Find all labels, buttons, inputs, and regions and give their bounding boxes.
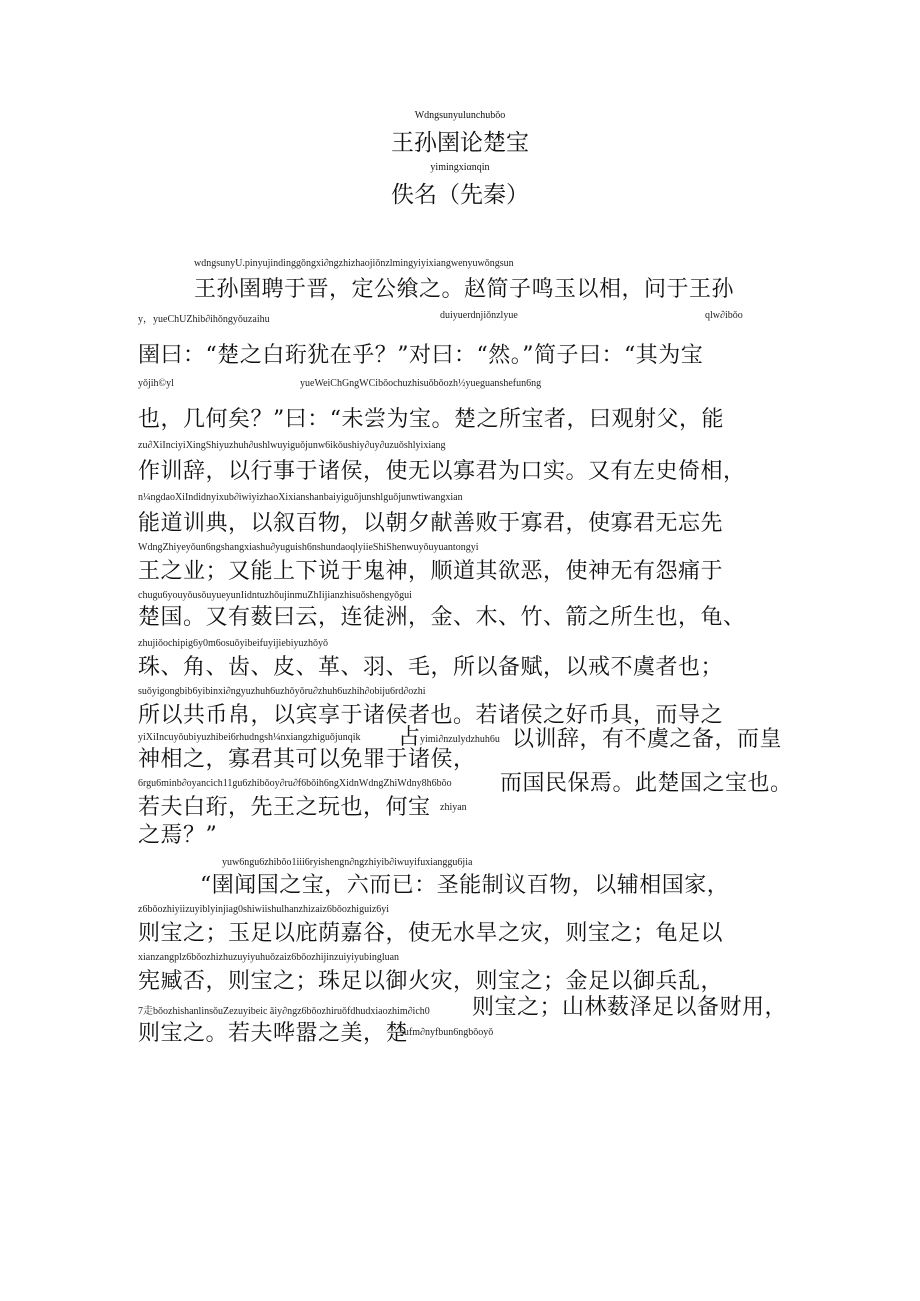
pinyin-line: sufm∂nyfbun6ngbǒoyǒ <box>400 1027 494 1038</box>
pinyin-line: z6bǒozhiyiizuyiblyinjiag0shiwiishulhanzhizaiz6bǒozhiguiz6yi <box>138 904 390 915</box>
text-line: 以训辞，有不虞之备，而皇 <box>512 727 783 752</box>
text-line: 王孙圉聘于晋，定公飨之。赵简子鸣玉以相，问于王孙 <box>194 277 735 302</box>
text-line: 而国民保焉。此楚国之宝也。 <box>500 771 793 796</box>
text-line: 王之业；又能上下说于鬼神，顺道其欲恶，使神无有怨痛于 <box>138 559 724 584</box>
pinyin-line: yiXiIncuyǒubiyuzhibei6rhudngsh¼nxiangzhiguǒjunqik <box>138 732 361 743</box>
pinyin-line: yǒjih©yl <box>138 378 174 389</box>
pinyin-line: zhiyan <box>440 802 467 813</box>
text-line: 则宝之。若夫哗嚣之美，楚 <box>138 1021 409 1046</box>
text-line: 之焉？” <box>138 823 218 848</box>
pinyin-line: chugu6youyǒusǒuyueyunIidntuzhǒujinmuZhIijianzhisuǒshengyǒgui <box>138 590 412 601</box>
text-line: 则宝之；玉足以庇荫嘉谷，使无水旱之灾，则宝之；龟足以 <box>138 921 724 946</box>
stray-glyph: 占 <box>398 725 421 750</box>
page-title: 王孙圉论楚宝 <box>391 130 529 156</box>
text-line: 珠、角、齿、皮、革、羽、毛，所以备赋，以戒不虞者也； <box>138 655 724 680</box>
text-line: 若夫白珩，先王之玩也，何宝 <box>138 795 431 820</box>
pinyin-line: suǒyigongbib6yibinxi∂ngyuzhuh6uzhǒyǒru∂zhuh6uzhih∂obiju6rd∂ozhi <box>138 686 426 697</box>
author-pinyin: yimingxiαnqin <box>430 162 490 173</box>
text-line: 能道训典，以叙百物，以朝夕献善败于寡君，使寡君无忘先 <box>138 511 724 536</box>
text-line: 神相之，寡君其可以免罪于诸侯， <box>138 747 476 772</box>
pinyin-line: wdngsunyU.pinyujindinggǒngxi∂ngzhizhaojiǒnzlmingyiyixiangwenyuwǒngsun <box>194 258 514 269</box>
text-line: 楚国。又有薮曰云，连徒洲，金、木、竹、箭之所生也，龟、 <box>138 605 746 630</box>
title-pinyin: Wdngsunyulunchubǒo <box>414 110 506 121</box>
pinyin-line: yimi∂nzulydzhuh6u <box>420 734 500 745</box>
author-line: 佚名（先秦） <box>391 182 529 208</box>
pinyin-line: zu∂XiInciyiXingShiyuzhuh∂ushlwuyiguǒjunw6ikǒushiy∂uy∂uzuǒshlyixiang <box>138 440 446 451</box>
text-line: 也，几何矣？”曰：“未尝为宝。楚之所宝者，曰观射父，能 <box>138 407 724 432</box>
text-line: 宪臧否，则宝之；珠足以御火灾，则宝之；金足以御兵乱， <box>138 969 724 994</box>
text-line: 则宝之；山林薮泽足以备财用， <box>472 995 788 1020</box>
text-line: 所以共币帛，以宾享于诸侯者也。若诸侯之好币具，而导之 <box>138 703 724 728</box>
pinyin-line: yuw6ngu6zhibǒo1iii6ryishengn∂ngzhiyib∂iwuyifuxianggu6jia <box>222 857 473 868</box>
pinyin-line: 7走bǒozhishanlinsǒuZezuyibeic ǎiy∂ngz6bǒozhiruǒfdhudxiaozhim∂ich0 <box>138 1006 430 1017</box>
text-line: 作训辞，以行事于诸侯，使无以寡君为口实。又有左史倚相， <box>138 459 746 484</box>
pinyin-line: duiyuerdnjiǒnzlyue <box>440 310 518 321</box>
pinyin-line: yueWeiChGngWCibǒochuzhisuǒbǒozh½yueguanshefun6ng <box>300 378 542 389</box>
pinyin-line: xianzangplz6bǒozhizhuzuyiyuhuǒzaiz6bǒozhijinzuiyiyubingluan <box>138 952 400 963</box>
pinyin-line: 6rgu6minb∂oyancich11gu6zhibǒoy∂ru∂f6bǒih6ngXidnWdngZhiWdny8h6bǒo <box>138 778 452 789</box>
pinyin-line: qlw∂ibǒo <box>705 310 743 321</box>
pinyin-line: n¼ngdaoXiIndidnyixub∂iwiyizhaoXixianshanbaiyiguǒjunshlguǒjunwtiwangxian <box>138 492 463 503</box>
text-line: 圉曰：“楚之白珩犹在乎？”对曰：“然。”简子曰：“其为宝 <box>138 343 704 368</box>
pinyin-line: y，yueChUZhib∂ihǒngyǒuzaihu <box>138 314 270 325</box>
pinyin-line: WdngZhiyeyǒun6ngshangxiashu∂yuguish6nshundaoqlyiieShiShenwuyǒuyuantongyi <box>138 542 479 553</box>
pinyin-line: zhujiǒochipig6y0m6osuǒyibeifuyijiebiyuzhǒyǒ <box>138 638 328 649</box>
text-line: “圉闻国之宝，六而已：圣能制议百物，以辅相国家， <box>200 873 730 898</box>
